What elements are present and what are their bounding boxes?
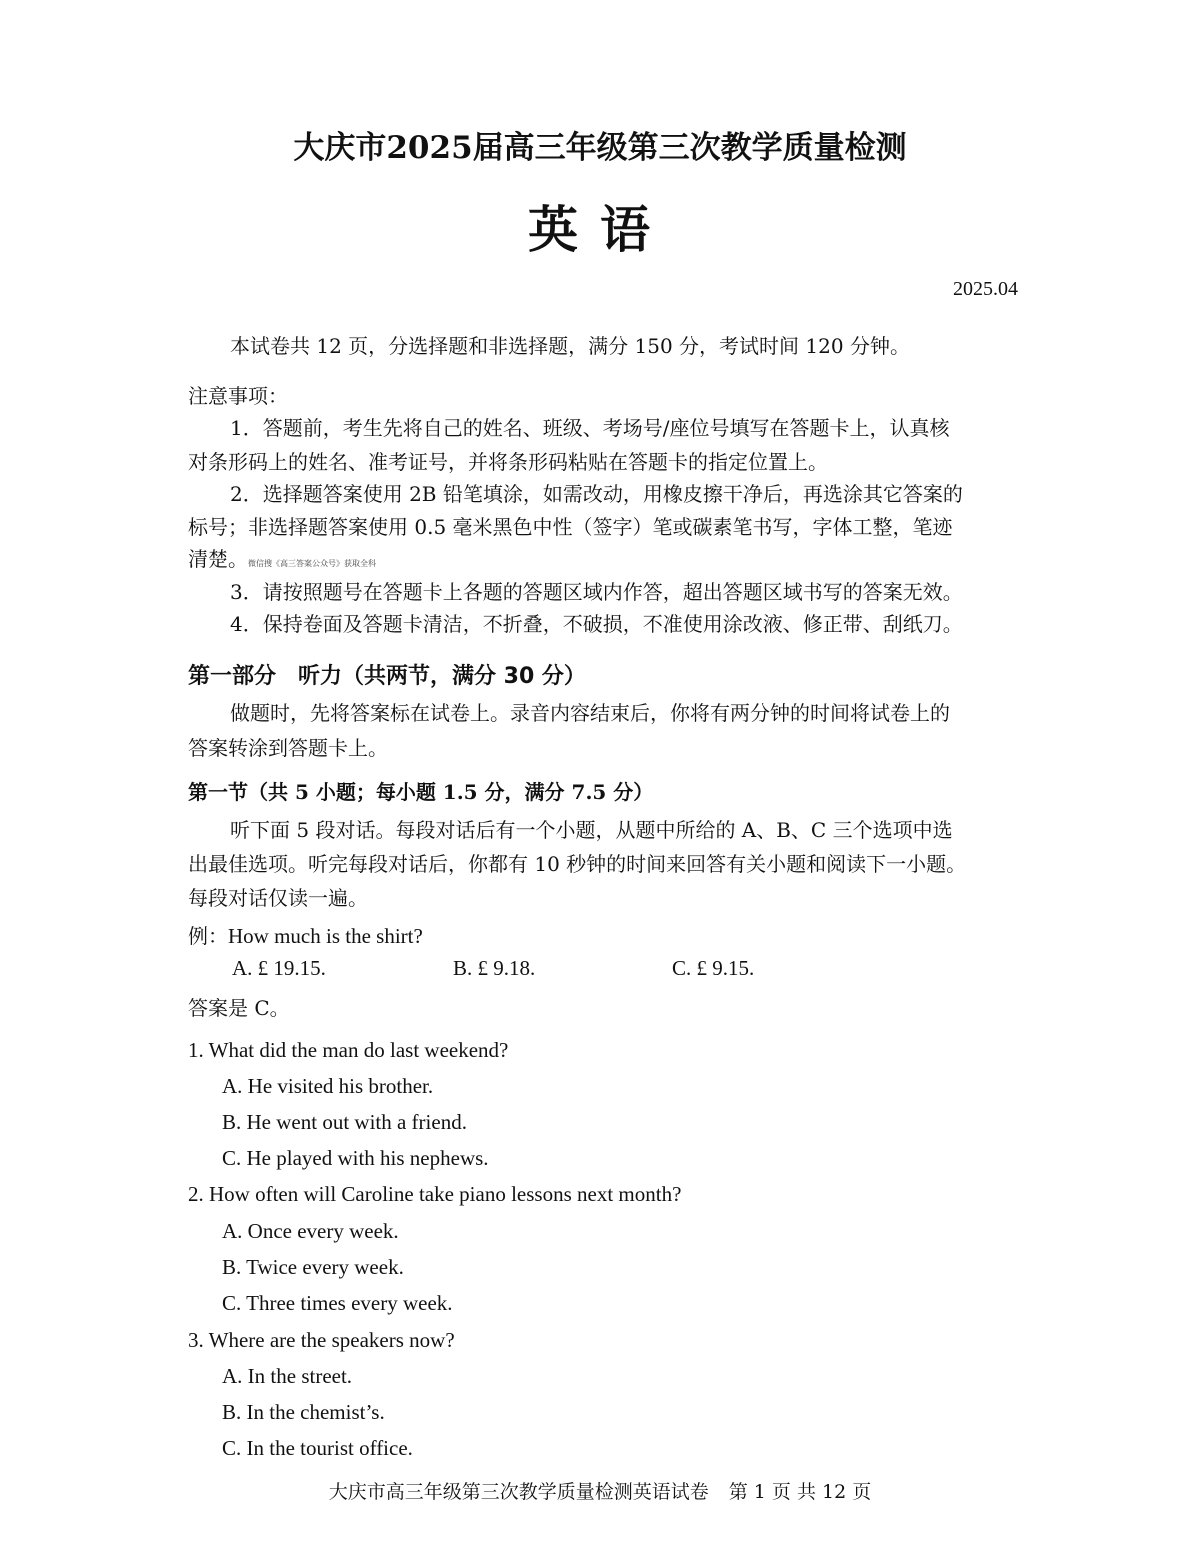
note-3: 3．请按照题号在答题卡上各题的答题区域内作答，超出答题区域书写的答案无效。 bbox=[230, 580, 963, 604]
page-footer bbox=[0, 1477, 1200, 1504]
footer-exam-name: 大庆市高三年级第三次教学质量检测英语试卷 bbox=[328, 1481, 709, 1503]
example-option-b: B. £ 9.18. bbox=[453, 956, 536, 980]
part-1-instruction-line-2: 答案转涂到答题卡上。 bbox=[188, 736, 388, 760]
watermark-text: 微信搜《高三答案公众号》获取全科 bbox=[248, 559, 376, 568]
note-1-line-1: 1．答题前，考生先将自己的姓名、班级、考场号/座位号填写在答题卡上，认真核 bbox=[230, 416, 950, 440]
exam-date: 2025.04 bbox=[953, 278, 1018, 300]
question-3-option-a: A. In the street. bbox=[222, 1364, 353, 1388]
question-2: 2. How often will Caroline take piano lessons next month? bbox=[188, 1182, 682, 1206]
note-2-line-3 bbox=[188, 543, 376, 572]
example-question bbox=[188, 920, 423, 949]
question-3-option-c: C. In the tourist office. bbox=[222, 1436, 413, 1460]
question-1-option-a: A. He visited his brother. bbox=[222, 1074, 434, 1098]
question-2-option-c: C. Three times every week. bbox=[222, 1291, 453, 1315]
example-answer: 答案是 C。 bbox=[188, 996, 290, 1020]
question-2-option-a: A. Once every week. bbox=[222, 1219, 399, 1243]
intro-text: 本试卷共 12 页，分选择题和非选择题，满分 150 分，考试时间 120 分钟。 bbox=[230, 334, 910, 358]
subject-title: 英语 bbox=[528, 200, 672, 259]
example-question-text: How much is the shirt? bbox=[228, 924, 423, 948]
footer-page-info: 第 1 页 共 12 页 bbox=[728, 1481, 872, 1503]
section-1-line-2: 出最佳选项。听完每段对话后，你都有 10 秒钟的时间来回答有关小题和阅读下一小题。 bbox=[188, 852, 967, 876]
question-1-option-c: C. He played with his nephews. bbox=[222, 1146, 489, 1170]
note-1-line-2: 对条形码上的姓名、准考证号，并将条形码粘贴在答题卡的指定位置上。 bbox=[188, 450, 828, 474]
note-2-line-2: 标号；非选择题答案使用 0.5 毫米黑色中性（签字）笔或碳素笔书写，字体工整，笔迹 bbox=[188, 515, 953, 539]
notes-heading: 注意事项： bbox=[188, 384, 288, 408]
example-label: 例： bbox=[188, 924, 228, 948]
question-1: 1. What did the man do last weekend? bbox=[188, 1038, 509, 1062]
part-1-instruction-line-1: 做题时，先将答案标在试卷上。录音内容结束后，你将有两分钟的时间将试卷上的 bbox=[230, 701, 950, 725]
question-1-option-b: B. He went out with a friend. bbox=[222, 1110, 467, 1134]
part-1-heading: 第一部分 听力（共两节，满分 30 分） bbox=[188, 664, 586, 689]
note-4: 4．保持卷面及答题卡清洁，不折叠，不破损，不准使用涂改液、修正带、刮纸刀。 bbox=[230, 612, 963, 636]
question-3: 3. Where are the speakers now? bbox=[188, 1328, 455, 1352]
section-1-heading: 第一节（共 5 小题；每小题 1.5 分，满分 7.5 分） bbox=[188, 780, 654, 804]
exam-title: 大庆市2025届高三年级第三次教学质量检测 bbox=[293, 130, 907, 166]
example-option-c: C. £ 9.15. bbox=[672, 956, 755, 980]
note-2-line-3-text: 清楚。 bbox=[188, 547, 248, 571]
section-1-line-1: 听下面 5 段对话。每段对话后有一个小题，从题中所给的 A、B、C 三个选项中选 bbox=[230, 818, 953, 842]
example-option-a: A. £ 19.15. bbox=[232, 956, 326, 980]
question-3-option-b: B. In the chemist’s. bbox=[222, 1400, 385, 1424]
section-1-line-3: 每段对话仅读一遍。 bbox=[188, 886, 368, 910]
question-2-option-b: B. Twice every week. bbox=[222, 1255, 404, 1279]
note-2-line-1: 2．选择题答案使用 2B 铅笔填涂，如需改动，用橡皮擦干净后，再选涂其它答案的 bbox=[230, 482, 963, 506]
